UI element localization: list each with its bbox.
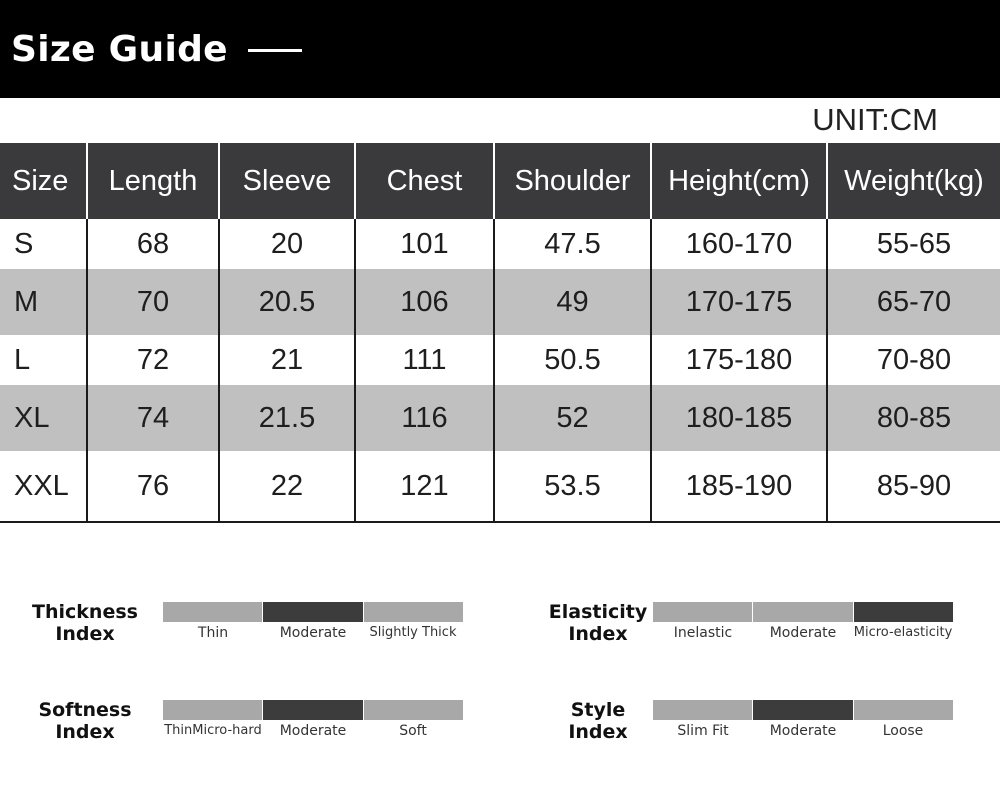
elasticity-index [533, 601, 973, 661]
cell-weight: 55-65 [827, 219, 1000, 269]
column-header-weight: Weight(kg) [827, 143, 1000, 219]
table-row [0, 335, 1000, 385]
cell-length: 74 [87, 385, 219, 451]
cell-shoulder: 47.5 [494, 219, 651, 269]
elasticity-segment-micro-elasticity-selected [854, 602, 953, 622]
cell-size: L [0, 335, 87, 385]
cell-height: 175-180 [651, 335, 827, 385]
thickness-index [20, 601, 460, 661]
cell-sleeve: 20 [219, 219, 355, 269]
elasticity-segment-inelastic [653, 602, 752, 622]
column-header-sleeve: Sleeve [219, 143, 355, 219]
cell-chest: 106 [355, 269, 494, 335]
softness-option: ThinMicro-hard [164, 723, 262, 738]
column-header-chest: Chest [355, 143, 494, 219]
elasticity-option: Inelastic [673, 625, 733, 641]
cell-size: XL [0, 385, 87, 451]
cell-weight: 70-80 [827, 335, 1000, 385]
cell-shoulder: 49 [494, 269, 651, 335]
softness-scale-bar [163, 700, 463, 720]
softness-segment-moderate-selected [263, 700, 362, 720]
thickness-option: Moderate [279, 625, 347, 641]
table-header-row [0, 143, 1000, 219]
elasticity-option: Moderate [769, 625, 837, 641]
style-option: Moderate [769, 723, 837, 739]
elasticity-scale-bar [653, 602, 953, 622]
softness-segment-soft [364, 700, 463, 720]
thickness-segment-thin [163, 602, 262, 622]
column-header-length: Length [87, 143, 219, 219]
cell-weight: 85-90 [827, 451, 1000, 522]
softness-option: Moderate [279, 723, 347, 739]
cell-size: XXL [0, 451, 87, 522]
thickness-scale-bar [163, 602, 463, 622]
title-underline [248, 49, 302, 52]
thickness-index-label: Thickness Index [32, 601, 138, 645]
style-option: Slim Fit [677, 723, 729, 739]
elasticity-option: Micro-elasticity [853, 625, 953, 640]
page-header [0, 0, 1000, 98]
style-segment-moderate-selected [753, 700, 852, 720]
cell-height: 185-190 [651, 451, 827, 522]
cell-height: 170-175 [651, 269, 827, 335]
cell-chest: 101 [355, 219, 494, 269]
style-index [533, 699, 973, 759]
thickness-segment-slightly-thick [364, 602, 463, 622]
softness-segment-micro-hard [163, 700, 262, 720]
softness-index-label: Softness Index [38, 699, 132, 743]
softness-index [20, 699, 460, 759]
cell-weight: 65-70 [827, 269, 1000, 335]
cell-sleeve: 21.5 [219, 385, 355, 451]
style-option: Loose [882, 723, 924, 739]
style-index-label: Style Index [568, 699, 628, 743]
column-header-size: Size [0, 143, 87, 219]
table-row [0, 219, 1000, 269]
cell-shoulder: 50.5 [494, 335, 651, 385]
cell-shoulder: 53.5 [494, 451, 651, 522]
cell-length: 68 [87, 219, 219, 269]
elasticity-segment-moderate [753, 602, 852, 622]
cell-sleeve: 20.5 [219, 269, 355, 335]
cell-chest: 116 [355, 385, 494, 451]
table-row [0, 269, 1000, 335]
cell-chest: 111 [355, 335, 494, 385]
cell-length: 70 [87, 269, 219, 335]
cell-length: 76 [87, 451, 219, 522]
style-scale-bar [653, 700, 953, 720]
table-row [0, 385, 1000, 451]
column-header-shoulder: Shoulder [494, 143, 651, 219]
style-segment-loose [854, 700, 953, 720]
cell-sleeve: 21 [219, 335, 355, 385]
thickness-option: Slightly Thick [369, 625, 457, 640]
cell-weight: 80-85 [827, 385, 1000, 451]
unit-label: UNIT:CM [812, 102, 938, 137]
cell-size: M [0, 269, 87, 335]
style-segment-slim-fit [653, 700, 752, 720]
page-title: Size Guide [11, 28, 228, 70]
thickness-segment-moderate-selected [263, 602, 362, 622]
cell-size: S [0, 219, 87, 269]
cell-sleeve: 22 [219, 451, 355, 522]
cell-height: 160-170 [651, 219, 827, 269]
elasticity-index-label: Elasticity Index [548, 601, 648, 645]
softness-option: Soft [399, 723, 427, 739]
thickness-option: Thin [197, 625, 229, 641]
cell-height: 180-185 [651, 385, 827, 451]
cell-length: 72 [87, 335, 219, 385]
column-header-height: Height(cm) [651, 143, 827, 219]
size-table [0, 143, 1000, 523]
table-row [0, 451, 1000, 522]
cell-chest: 121 [355, 451, 494, 522]
cell-shoulder: 52 [494, 385, 651, 451]
